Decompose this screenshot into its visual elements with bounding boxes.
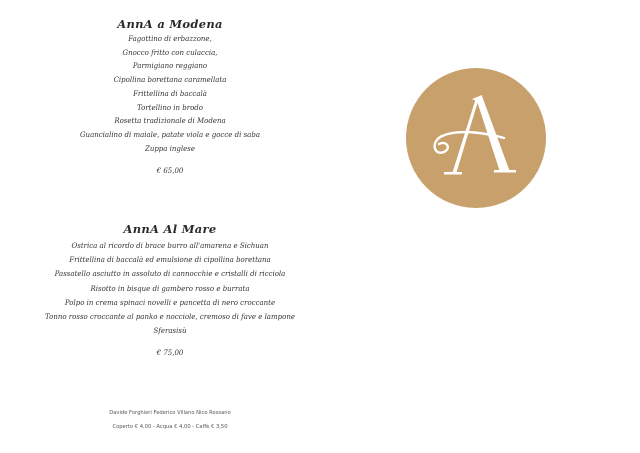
footer-staff: Davide Forghieri Federico Villano Nico Rossano (109, 410, 231, 416)
dish-item: Polpo in crema spinaci novelli e pancetta di nero croccante (64, 298, 276, 307)
dish-item: Frittellina di baccalà (133, 89, 207, 98)
dish-item: Zuppa inglese (144, 144, 196, 153)
dish-list-mare (20, 239, 320, 338)
dish-item: Risotto in bisque di gambero rosso e burrata (90, 284, 250, 293)
section-title-mare: AnnA Al Mare (123, 222, 217, 236)
dish-item: Fagottino di erbazzone, (128, 35, 212, 43)
dish-list-modena (20, 33, 320, 156)
dish-item: Passatello asciutto in assoluto di cannocchie e cristalli di ricciola (54, 270, 286, 279)
dish-item: Gnocco fritto con culaccia, (122, 48, 218, 57)
price-modena: € 65,00 (156, 167, 184, 176)
menu-section-modena (20, 17, 320, 177)
section-title-modena: AnnA a Modena (117, 17, 223, 31)
dish-item: Ostrica al ricordo di brace burro all'amarena e Sichuan (71, 242, 269, 250)
price-mare: € 75,00 (156, 349, 184, 358)
dish-item: Tonno rosso croccante al panko e nocciole, cremoso di fave e lampone (45, 313, 295, 322)
dish-item: Guancialino di maiale, patate viola e gocce di saba (79, 130, 261, 139)
menu-section-mare (20, 222, 320, 359)
dish-item: Tortellino in brodo (136, 103, 203, 112)
logo-a-icon (406, 68, 546, 208)
footer-prices: Coperto € 4,00 - Acqua € 4,00 - Caffè € 3,50 (112, 424, 228, 430)
dish-item: Sferasisù (153, 327, 187, 336)
dish-item: Parmigiano reggiano (132, 62, 208, 71)
dish-item: Cipollina borettana caramellata (113, 76, 227, 85)
logo-monogram (406, 68, 546, 208)
dish-item: Frittellina di baccalà ed emulsione di cipollina borettana (69, 256, 271, 265)
dish-item: Rosetta tradizionale di Modena (114, 117, 226, 126)
